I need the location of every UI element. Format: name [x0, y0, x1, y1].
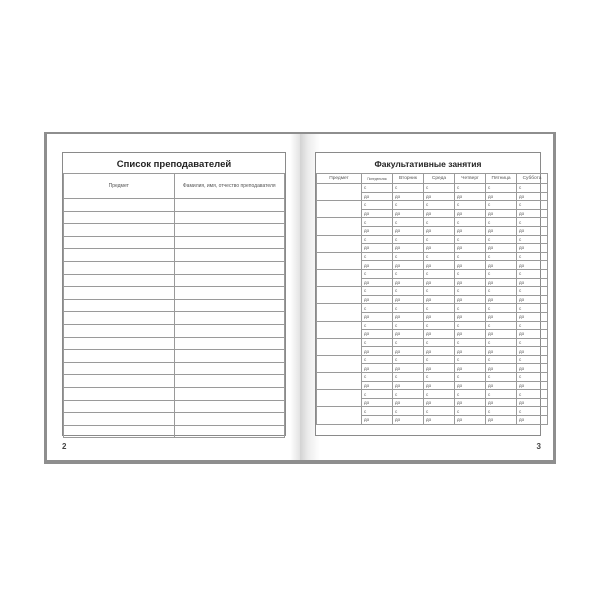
- subject-cell[interactable]: [64, 199, 175, 212]
- time-from-cell[interactable]: с: [517, 218, 548, 227]
- time-from-cell[interactable]: с: [455, 321, 486, 330]
- page-number: 3: [536, 442, 541, 451]
- table-row: [317, 235, 548, 244]
- time-to-cell[interactable]: до: [362, 364, 393, 373]
- subject-cell[interactable]: [317, 218, 362, 235]
- time-to-cell[interactable]: до: [455, 209, 486, 218]
- time-from-cell[interactable]: с: [486, 201, 517, 210]
- time-from-cell[interactable]: с: [455, 390, 486, 399]
- time-to-cell[interactable]: до: [486, 295, 517, 304]
- time-to-cell[interactable]: до: [486, 192, 517, 201]
- time-to-cell[interactable]: до: [362, 226, 393, 235]
- time-to-cell[interactable]: до: [362, 312, 393, 321]
- column-header-subject: Предмет: [317, 174, 362, 184]
- time-to-cell[interactable]: до: [424, 244, 455, 253]
- subject-cell[interactable]: [317, 269, 362, 286]
- time-to-cell[interactable]: до: [517, 226, 548, 235]
- time-to-cell[interactable]: до: [455, 192, 486, 201]
- time-from-cell[interactable]: с: [455, 287, 486, 296]
- time-to-cell[interactable]: до: [393, 416, 424, 425]
- time-from-cell[interactable]: с: [517, 184, 548, 193]
- time-from-cell[interactable]: с: [393, 218, 424, 227]
- time-from-cell[interactable]: с: [517, 373, 548, 382]
- teacher-name-cell[interactable]: [174, 362, 285, 375]
- time-to-cell[interactable]: до: [455, 278, 486, 287]
- time-to-cell[interactable]: до: [424, 364, 455, 373]
- time-from-cell[interactable]: с: [393, 373, 424, 382]
- time-from-cell[interactable]: с: [362, 373, 393, 382]
- table-row: [64, 261, 285, 274]
- column-header-day: Суббота: [517, 174, 548, 184]
- table-row: [317, 201, 548, 210]
- teacher-name-cell[interactable]: [174, 287, 285, 300]
- time-to-cell[interactable]: до: [424, 192, 455, 201]
- table-row: [317, 304, 548, 313]
- subject-cell[interactable]: [317, 407, 362, 424]
- time-to-cell[interactable]: до: [517, 209, 548, 218]
- teacher-name-cell[interactable]: [174, 224, 285, 237]
- teacher-name-cell[interactable]: [174, 211, 285, 224]
- time-to-cell[interactable]: до: [486, 209, 517, 218]
- table-row: [64, 236, 285, 249]
- time-to-cell[interactable]: до: [362, 209, 393, 218]
- time-to-cell[interactable]: до: [362, 295, 393, 304]
- time-to-cell[interactable]: до: [393, 209, 424, 218]
- time-from-cell[interactable]: с: [362, 184, 393, 193]
- time-from-cell[interactable]: с: [486, 218, 517, 227]
- time-to-cell[interactable]: до: [393, 398, 424, 407]
- table-row: [64, 387, 285, 400]
- teacher-name-cell[interactable]: [174, 375, 285, 388]
- time-to-cell[interactable]: до: [517, 278, 548, 287]
- time-from-cell[interactable]: с: [486, 321, 517, 330]
- table-row: [64, 211, 285, 224]
- subject-cell[interactable]: [64, 261, 175, 274]
- time-to-cell[interactable]: до: [455, 330, 486, 339]
- time-to-cell[interactable]: до: [486, 226, 517, 235]
- time-from-cell[interactable]: с: [424, 304, 455, 313]
- time-from-cell[interactable]: с: [486, 287, 517, 296]
- teacher-name-cell[interactable]: [174, 274, 285, 287]
- time-to-cell[interactable]: до: [393, 244, 424, 253]
- time-to-cell[interactable]: до: [486, 416, 517, 425]
- time-to-cell[interactable]: до: [424, 209, 455, 218]
- time-to-cell[interactable]: до: [517, 244, 548, 253]
- time-to-cell[interactable]: до: [455, 312, 486, 321]
- column-header-teacher-name: Фамилия, имя, отчество преподавателя: [174, 174, 285, 199]
- teacher-name-cell[interactable]: [174, 199, 285, 212]
- time-from-cell[interactable]: с: [486, 373, 517, 382]
- time-to-cell[interactable]: до: [455, 261, 486, 270]
- time-to-cell[interactable]: до: [486, 312, 517, 321]
- time-from-cell[interactable]: с: [455, 304, 486, 313]
- time-to-cell[interactable]: до: [486, 261, 517, 270]
- subject-cell[interactable]: [64, 362, 175, 375]
- time-from-cell[interactable]: с: [517, 355, 548, 364]
- page-number: 2: [62, 442, 67, 451]
- time-to-cell[interactable]: до: [486, 364, 517, 373]
- table-row: [317, 184, 548, 193]
- table-row: [64, 224, 285, 237]
- time-to-cell[interactable]: до: [424, 398, 455, 407]
- time-from-cell[interactable]: с: [393, 355, 424, 364]
- time-to-cell[interactable]: до: [362, 347, 393, 356]
- time-to-cell[interactable]: до: [455, 416, 486, 425]
- subject-cell[interactable]: [64, 425, 175, 438]
- time-to-cell[interactable]: до: [424, 278, 455, 287]
- time-to-cell[interactable]: до: [486, 381, 517, 390]
- time-to-cell[interactable]: до: [486, 330, 517, 339]
- time-from-cell[interactable]: с: [455, 407, 486, 416]
- time-to-cell[interactable]: до: [424, 226, 455, 235]
- subject-cell[interactable]: [64, 299, 175, 312]
- teacher-name-cell[interactable]: [174, 236, 285, 249]
- teacher-name-cell[interactable]: [174, 413, 285, 426]
- time-from-cell[interactable]: с: [517, 390, 548, 399]
- column-header-day: Вторник: [393, 174, 424, 184]
- time-from-cell[interactable]: с: [362, 235, 393, 244]
- time-from-cell[interactable]: с: [393, 269, 424, 278]
- table-row: [317, 218, 548, 227]
- subject-cell[interactable]: [64, 413, 175, 426]
- time-to-cell[interactable]: до: [424, 330, 455, 339]
- teachers-list-box: [62, 152, 286, 436]
- time-from-cell[interactable]: с: [424, 218, 455, 227]
- time-to-cell[interactable]: до: [424, 416, 455, 425]
- electives-table: [316, 173, 548, 425]
- time-to-cell[interactable]: до: [362, 416, 393, 425]
- time-to-cell[interactable]: до: [424, 347, 455, 356]
- time-from-cell[interactable]: с: [393, 184, 424, 193]
- time-to-cell[interactable]: до: [393, 330, 424, 339]
- time-to-cell[interactable]: до: [486, 398, 517, 407]
- time-from-cell[interactable]: с: [424, 287, 455, 296]
- time-to-cell[interactable]: до: [362, 192, 393, 201]
- time-from-cell[interactable]: с: [393, 304, 424, 313]
- left-page: [47, 134, 296, 460]
- time-from-cell[interactable]: с: [424, 235, 455, 244]
- time-to-cell[interactable]: до: [393, 347, 424, 356]
- time-from-cell[interactable]: с: [517, 269, 548, 278]
- subject-cell[interactable]: [317, 201, 362, 218]
- subject-cell[interactable]: [317, 355, 362, 372]
- time-to-cell[interactable]: до: [393, 192, 424, 201]
- time-to-cell[interactable]: до: [393, 226, 424, 235]
- time-from-cell[interactable]: с: [455, 373, 486, 382]
- time-from-cell[interactable]: с: [517, 235, 548, 244]
- time-from-cell[interactable]: с: [362, 287, 393, 296]
- time-from-cell[interactable]: с: [517, 201, 548, 210]
- time-to-cell[interactable]: до: [362, 261, 393, 270]
- subject-cell[interactable]: [64, 236, 175, 249]
- time-from-cell[interactable]: с: [455, 235, 486, 244]
- time-from-cell[interactable]: с: [517, 252, 548, 261]
- time-from-cell[interactable]: с: [393, 235, 424, 244]
- time-to-cell[interactable]: до: [517, 398, 548, 407]
- subject-cell[interactable]: [317, 184, 362, 201]
- time-to-cell[interactable]: до: [486, 244, 517, 253]
- time-from-cell[interactable]: с: [486, 338, 517, 347]
- table-row: [64, 413, 285, 426]
- subject-cell[interactable]: [317, 252, 362, 269]
- time-from-cell[interactable]: с: [455, 355, 486, 364]
- time-from-cell[interactable]: с: [362, 338, 393, 347]
- time-to-cell[interactable]: до: [517, 330, 548, 339]
- time-from-cell[interactable]: с: [517, 304, 548, 313]
- time-from-cell[interactable]: с: [486, 407, 517, 416]
- time-to-cell[interactable]: до: [517, 347, 548, 356]
- subject-cell[interactable]: [317, 304, 362, 321]
- time-from-cell[interactable]: с: [362, 355, 393, 364]
- time-to-cell[interactable]: до: [517, 192, 548, 201]
- time-from-cell[interactable]: с: [362, 390, 393, 399]
- teacher-name-cell[interactable]: [174, 324, 285, 337]
- time-from-cell[interactable]: с: [486, 390, 517, 399]
- time-from-cell[interactable]: с: [517, 321, 548, 330]
- time-from-cell[interactable]: с: [393, 201, 424, 210]
- time-from-cell[interactable]: с: [424, 269, 455, 278]
- time-from-cell[interactable]: с: [486, 184, 517, 193]
- time-to-cell[interactable]: до: [486, 347, 517, 356]
- time-from-cell[interactable]: с: [362, 269, 393, 278]
- time-from-cell[interactable]: с: [486, 355, 517, 364]
- time-from-cell[interactable]: с: [455, 338, 486, 347]
- time-to-cell[interactable]: до: [362, 398, 393, 407]
- time-from-cell[interactable]: с: [455, 218, 486, 227]
- time-from-cell[interactable]: с: [362, 252, 393, 261]
- time-from-cell[interactable]: с: [424, 252, 455, 261]
- time-from-cell[interactable]: с: [393, 321, 424, 330]
- time-from-cell[interactable]: с: [424, 407, 455, 416]
- time-from-cell[interactable]: с: [393, 252, 424, 261]
- table-row: [317, 269, 548, 278]
- teacher-name-cell[interactable]: [174, 425, 285, 438]
- table-row: [64, 324, 285, 337]
- time-from-cell[interactable]: с: [455, 184, 486, 193]
- time-from-cell[interactable]: с: [362, 201, 393, 210]
- table-row: [317, 407, 548, 416]
- table-row: [317, 287, 548, 296]
- page-title: Список преподавателей: [116, 159, 232, 170]
- time-from-cell[interactable]: с: [486, 235, 517, 244]
- time-to-cell[interactable]: до: [393, 295, 424, 304]
- time-from-cell[interactable]: с: [424, 390, 455, 399]
- teacher-name-cell[interactable]: [174, 400, 285, 413]
- time-from-cell[interactable]: с: [486, 269, 517, 278]
- column-header-subject: Предмет: [64, 174, 175, 199]
- subject-cell[interactable]: [64, 211, 175, 224]
- time-from-cell[interactable]: с: [424, 184, 455, 193]
- teacher-name-cell[interactable]: [174, 337, 285, 350]
- subject-cell[interactable]: [64, 274, 175, 287]
- time-from-cell[interactable]: с: [424, 338, 455, 347]
- subject-cell[interactable]: [64, 387, 175, 400]
- time-from-cell[interactable]: с: [393, 338, 424, 347]
- time-from-cell[interactable]: с: [424, 373, 455, 382]
- subject-cell[interactable]: [64, 324, 175, 337]
- time-to-cell[interactable]: до: [455, 364, 486, 373]
- column-header-day: Пятница: [486, 174, 517, 184]
- page-title: Факультативные занятия: [374, 159, 482, 169]
- time-from-cell[interactable]: с: [517, 338, 548, 347]
- right-page: [300, 134, 553, 460]
- time-from-cell[interactable]: с: [393, 390, 424, 399]
- time-to-cell[interactable]: до: [517, 312, 548, 321]
- subject-cell[interactable]: [64, 312, 175, 325]
- table-row: [64, 312, 285, 325]
- time-to-cell[interactable]: до: [424, 381, 455, 390]
- time-to-cell[interactable]: до: [517, 261, 548, 270]
- subject-cell[interactable]: [64, 337, 175, 350]
- time-from-cell[interactable]: с: [486, 252, 517, 261]
- subject-cell[interactable]: [317, 321, 362, 338]
- table-row: [64, 362, 285, 375]
- subject-cell[interactable]: [64, 224, 175, 237]
- time-to-cell[interactable]: до: [455, 295, 486, 304]
- time-to-cell[interactable]: до: [517, 364, 548, 373]
- table-row: [64, 350, 285, 363]
- electives-box: [315, 152, 541, 436]
- subject-cell[interactable]: [317, 287, 362, 304]
- table-row: [64, 274, 285, 287]
- time-from-cell[interactable]: с: [393, 287, 424, 296]
- teacher-name-cell[interactable]: [174, 387, 285, 400]
- subject-cell[interactable]: [317, 338, 362, 355]
- subject-cell[interactable]: [64, 375, 175, 388]
- time-from-cell[interactable]: с: [362, 218, 393, 227]
- time-from-cell[interactable]: с: [455, 201, 486, 210]
- time-to-cell[interactable]: до: [362, 278, 393, 287]
- subject-cell[interactable]: [317, 373, 362, 390]
- time-from-cell[interactable]: с: [362, 407, 393, 416]
- table-row: [64, 287, 285, 300]
- time-to-cell[interactable]: до: [455, 226, 486, 235]
- table-row: [64, 199, 285, 212]
- time-to-cell[interactable]: до: [455, 347, 486, 356]
- time-from-cell[interactable]: с: [455, 269, 486, 278]
- table-row: [64, 375, 285, 388]
- time-from-cell[interactable]: с: [455, 252, 486, 261]
- time-to-cell[interactable]: до: [517, 381, 548, 390]
- subject-cell[interactable]: [317, 390, 362, 407]
- time-from-cell[interactable]: с: [393, 407, 424, 416]
- table-row: [317, 321, 548, 330]
- time-to-cell[interactable]: до: [393, 261, 424, 270]
- time-to-cell[interactable]: до: [455, 244, 486, 253]
- time-to-cell[interactable]: до: [424, 295, 455, 304]
- time-to-cell[interactable]: до: [486, 278, 517, 287]
- teachers-table: [63, 173, 285, 438]
- table-row: [317, 252, 548, 261]
- subject-cell[interactable]: [317, 235, 362, 252]
- time-from-cell[interactable]: с: [424, 321, 455, 330]
- time-to-cell[interactable]: до: [393, 381, 424, 390]
- subject-cell[interactable]: [64, 400, 175, 413]
- time-to-cell[interactable]: до: [517, 416, 548, 425]
- teacher-name-cell[interactable]: [174, 350, 285, 363]
- time-to-cell[interactable]: до: [362, 330, 393, 339]
- time-from-cell[interactable]: с: [517, 407, 548, 416]
- subject-cell[interactable]: [64, 249, 175, 262]
- table-row: [64, 400, 285, 413]
- table-row: [317, 355, 548, 364]
- time-to-cell[interactable]: до: [424, 261, 455, 270]
- table-row: [64, 249, 285, 262]
- table-row: [64, 337, 285, 350]
- time-from-cell[interactable]: с: [486, 304, 517, 313]
- time-to-cell[interactable]: до: [393, 312, 424, 321]
- teacher-name-cell[interactable]: [174, 261, 285, 274]
- time-to-cell[interactable]: до: [393, 364, 424, 373]
- column-header-day: Четверг: [455, 174, 486, 184]
- table-row: [64, 425, 285, 438]
- time-to-cell[interactable]: до: [455, 381, 486, 390]
- column-header-day: Среда: [424, 174, 455, 184]
- subject-cell[interactable]: [64, 350, 175, 363]
- subject-cell[interactable]: [64, 287, 175, 300]
- time-to-cell[interactable]: до: [455, 398, 486, 407]
- time-to-cell[interactable]: до: [362, 381, 393, 390]
- time-from-cell[interactable]: с: [362, 321, 393, 330]
- time-to-cell[interactable]: до: [517, 295, 548, 304]
- time-from-cell[interactable]: с: [362, 304, 393, 313]
- table-row: [317, 390, 548, 399]
- table-row: [64, 299, 285, 312]
- time-to-cell[interactable]: до: [424, 312, 455, 321]
- teacher-name-cell[interactable]: [174, 312, 285, 325]
- time-from-cell[interactable]: с: [424, 355, 455, 364]
- table-row: [317, 373, 548, 382]
- teacher-name-cell[interactable]: [174, 249, 285, 262]
- time-to-cell[interactable]: до: [393, 278, 424, 287]
- time-to-cell[interactable]: до: [362, 244, 393, 253]
- teacher-name-cell[interactable]: [174, 299, 285, 312]
- time-from-cell[interactable]: с: [424, 201, 455, 210]
- table-row: [317, 338, 548, 347]
- column-header-day: Понедельник: [362, 174, 393, 184]
- time-from-cell[interactable]: с: [517, 287, 548, 296]
